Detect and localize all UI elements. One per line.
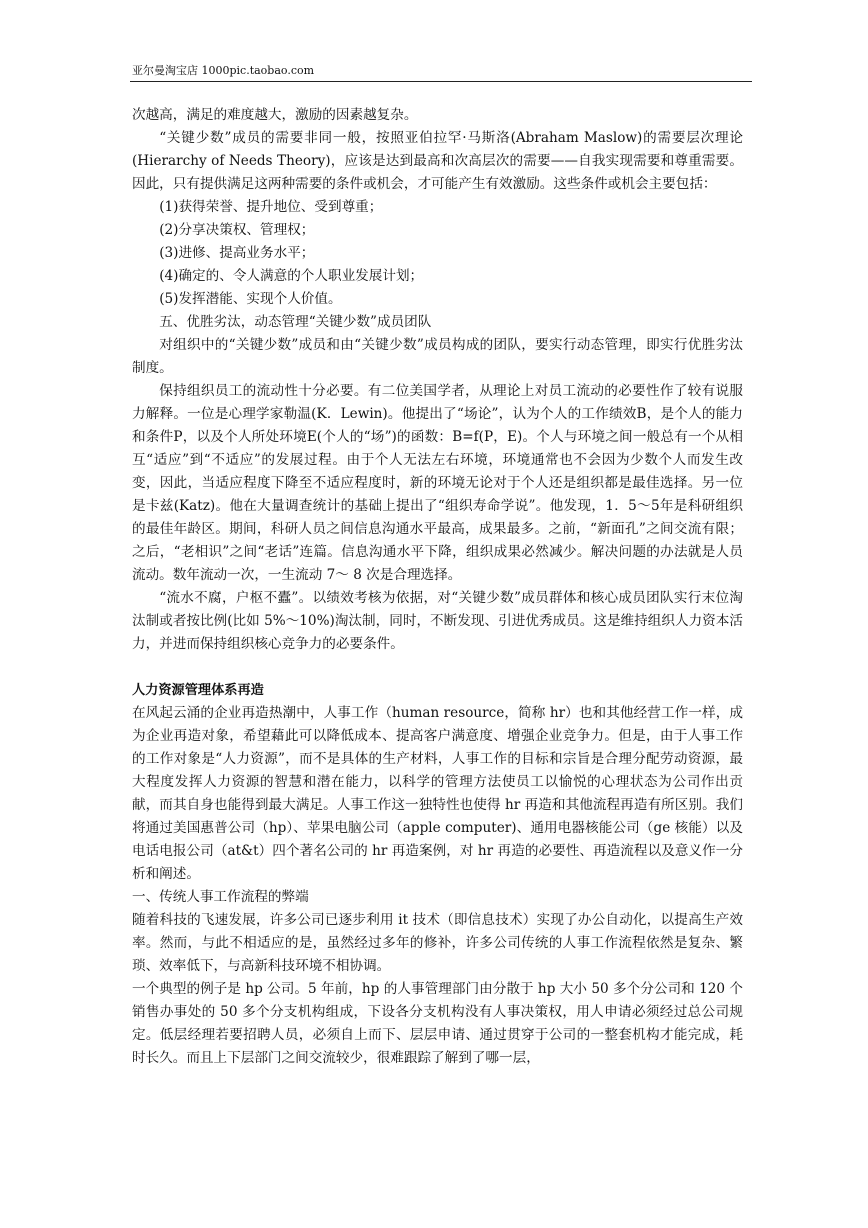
page-header: 亚尔曼淘宝店 1000pic.taobao.com <box>132 64 315 77</box>
header-rule <box>130 81 752 82</box>
list-item: (1)获得荣誉、提升地位、受到尊重； <box>159 199 383 215</box>
section-heading: 人力资源管理体系再造 <box>132 683 264 698</box>
paragraph: 随着科技的飞速发展，许多公司已逐步利用 it 技术（即信息技术）实现了办公自动化，以提高生产效率。然而，与此不相适应的是，虽然经过多年的修补，许多公司传统的人事工作流程依然是复杂、繁琐、效率低下，与高新科技环境不相协调。 <box>132 912 743 974</box>
paragraph: 一个典型的例子是 hp 公司。5 年前，hp 的人事管理部门由分散于 hp 大小 50 多个分公司和 120 个销售办事处的 50 多个分支机构组成，下设各分支机构没有人事决策权，用人申请必须经过总公司规定。低层经理若要招聘人员，必须自上而下、层层申请、通过贯穿于公司的一整套机构才能完成，耗时长久。而且上下层部门之间交流较少，很难跟踪了解到了哪一层， <box>132 981 743 1066</box>
list-item: (3)进修、提高业务水平； <box>159 245 315 261</box>
paragraph: 次越高，满足的难度越大，激励的因素越复杂。 <box>132 107 418 123</box>
paragraph: 对组织中的“关键少数”成员和由“关键少数”成员构成的团队，要实行动态管理，即实行优胜劣汰制度。 <box>132 337 743 376</box>
section-subheading: 五、优胜劣汰，动态管理“关键少数”成员团队 <box>159 314 432 330</box>
paragraph: 在风起云涌的企业再造热潮中，人事工作（human resource，简称 hr）也和其他经营工作一样，成为企业再造对象，希望藉此可以降低成本、提高客户满意度、增强企业竞争力。但是，由于人事工作的工作对象是“人力资源”，而不是具体的生产材料，人事工作的目标和宗旨是合理分配劳动资源，最大程度发挥人力资源的智慧和潜在能力，以科学的管理方法使员工以愉悦的心理状态为公司作出贡献，而其自身也能得到最大满足。人事工作这一独特性也使得 hr 再造和其他流程再造有所区别。我们将通过美国惠普公司（hp）、苹果电脑公司（apple computer)、通用电器核能公司（ge 核能）以及电话电报公司（at&t）四个著名公司的 hr 再造案例，对 hr 再造的必要性、再造流程以及意义作一分析和阐述。 <box>132 705 743 882</box>
list-item: (5)发挥潜能、实现个人价值。 <box>159 291 342 307</box>
paragraph: 保持组织员工的流动性十分必要。有二位美国学者，从理论上对员工流动的必要性作了较有说服力解释。一位是心理学家勒温(K．Lewin)。他提出了“场论”，认为个人的工作绩效B，是个人的能力和条件P，以及个人所处环境E(个人的“场”)的函数：B=f(P，E)。个人与环境之间一般总有一个从相互“适应”到“不适应”的发展过程。由于个人无法左右环境，环境通常也不会因为少数个人而发生改变，因此，当适应程度下降至不适应程度时，新的环境无论对于个人还是组织都是最佳选择。另一位是卡兹(Katz)。他在大量调查统计的基础上提出了“组织寿命学说”。他发现，1．5～5年是科研组织的最佳年龄区。期间，科研人员之间信息沟通水平最高，成果最多。之前，“新面孔”之间交流有限；之后，“老相识”之间“老话”连篇。信息沟通水平下降，组织成果必然减少。解决问题的办法就是人员流动。数年流动一次，一生流动 7～ 8 次是合理选择。 <box>132 383 743 583</box>
list-item: (4)确定的、令人满意的个人职业发展计划； <box>159 268 424 284</box>
paragraph: “关键少数”成员的需要非同一般，按照亚伯拉罕·马斯洛(Abraham Maslow)的需要层次理论(Hierarchy of Needs Theory)，应该是达到最高和次高层次的需要——自我实现需要和尊重需要。因此，只有提供满足这两种需要的条件或机会，才可能产生有效激励。这些条件或机会主要包括： <box>132 130 743 192</box>
paragraph: “流水不腐，户枢不蠹”。以绩效考核为依据，对“关键少数”成员群体和核心成员团队实行末位淘汰制或者按比例(比如 5%～10%)淘汰制，同时，不断发现、引进优秀成员。这是维持组织人力资本活力，并进而保持组织核心竞争力的必要条件。 <box>132 590 743 652</box>
section-subheading: 一、传统人事工作流程的弊端 <box>132 889 309 905</box>
spacer <box>132 656 743 679</box>
document-body <box>132 104 743 1070</box>
list-item: (2)分享决策权、管理权； <box>159 222 315 238</box>
